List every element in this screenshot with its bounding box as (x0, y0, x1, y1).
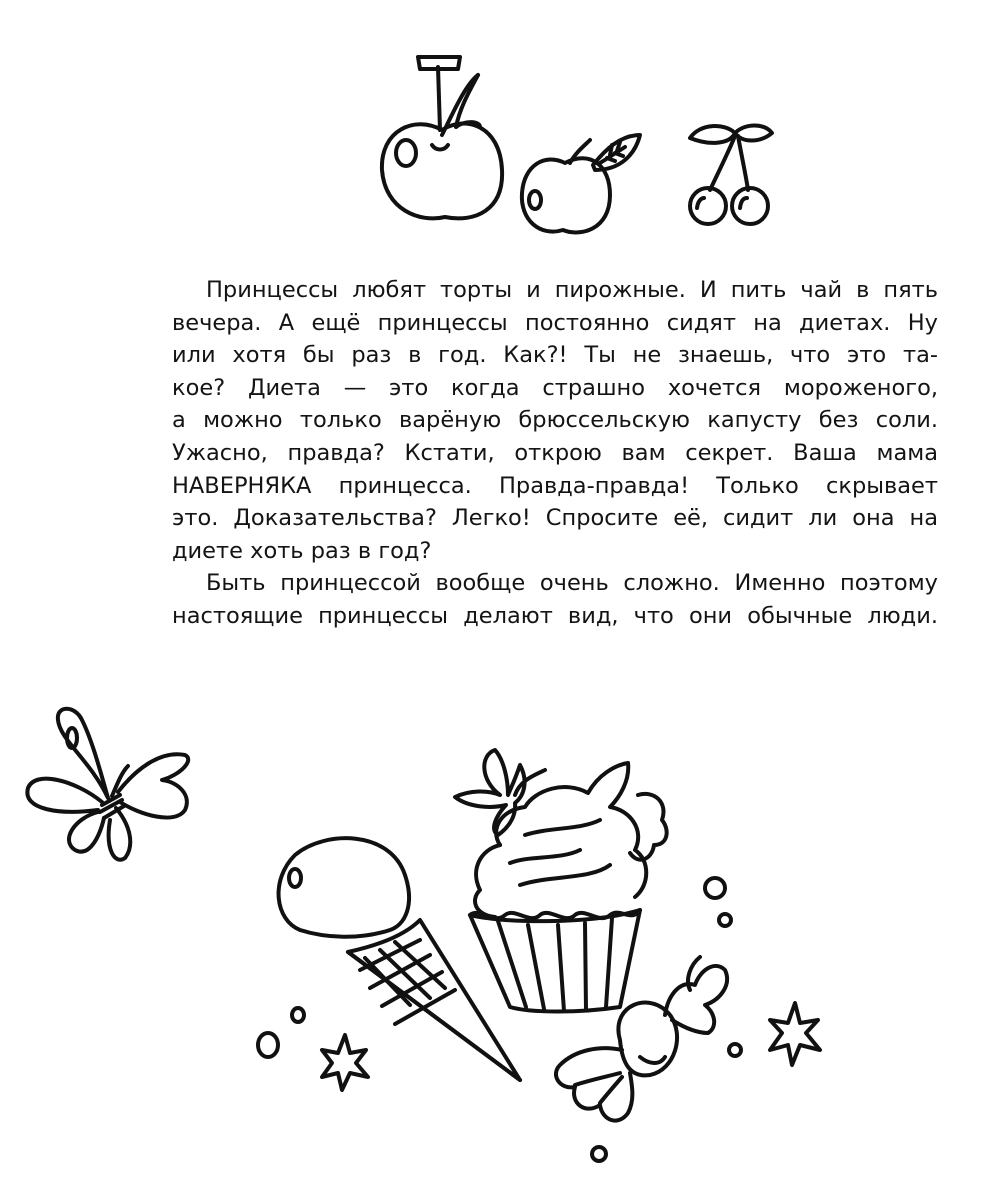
text-line: или хотя бы раз в год. Как?! Ты не знаешь, что это та- (172, 342, 938, 369)
text-line: это. Доказательства? Легко! Спросите её, сидит ли она на (172, 505, 938, 532)
text-line: НАВЕРНЯКА принцесса. Правда-правда! Только скрывает (172, 472, 938, 499)
apple-icon (370, 45, 510, 230)
small-apple-icon (515, 125, 645, 240)
circle-decoration (690, 870, 750, 1070)
star-icon (760, 995, 830, 1075)
text-line: диете хоть раз в год? (172, 537, 432, 564)
text-line: кое? Диета — это когда страшно хочется мороженого, (172, 374, 938, 401)
circle-decoration (585, 1140, 615, 1170)
butterfly-icon (20, 700, 200, 870)
text-line: а можно только варёную брюссельскую капусту без соли. (172, 407, 938, 434)
text-line: вечера. А ещё принцессы постоянно сидят на диетах. Ну (172, 309, 938, 336)
story-text (172, 274, 938, 633)
cherries-icon (680, 118, 780, 233)
text-line: Ужасно, правда? Кстати, открою вам секрет. Ваша мама (172, 439, 938, 466)
text-line: Быть принцессой вообще очень сложно. Именно поэтому (206, 570, 938, 597)
star-icon (250, 995, 380, 1105)
text-line: Принцессы любят торты и пирожные. И пить чай в пять (206, 277, 938, 303)
text-line: настоящие принцессы делают вид, что они обычные люди. (172, 602, 938, 629)
